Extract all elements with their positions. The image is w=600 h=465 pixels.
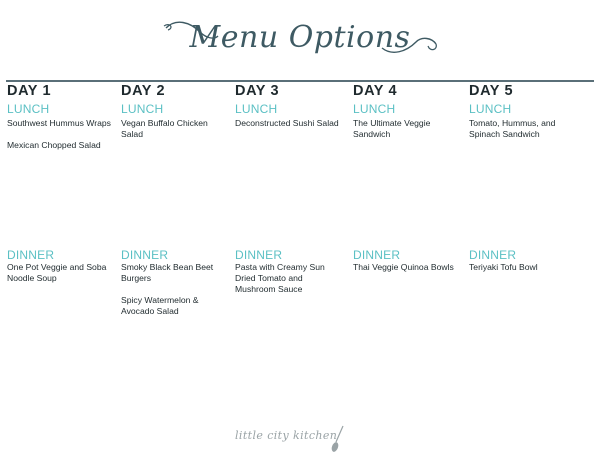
spoon-icon	[331, 425, 347, 455]
dinner-label: DINNER	[7, 248, 55, 262]
day-heading: DAY 3	[235, 83, 280, 99]
lunch-label: LUNCH	[469, 102, 512, 116]
lunch-dishes	[235, 118, 343, 129]
page-title-area	[160, 8, 440, 66]
dinner-dish: Teriyaki Tofu Bowl	[469, 262, 538, 272]
lunch-dish: Mexican Chopped Salad	[7, 140, 101, 150]
lunch-label: LUNCH	[7, 102, 50, 116]
footer-brand: little city kitchen	[235, 429, 338, 442]
dinner-block	[469, 248, 573, 273]
dinner-dish: Thai Veggie Quinoa Bowls	[353, 262, 454, 272]
day-heading: DAY 4	[353, 83, 398, 99]
dinner-block	[7, 248, 111, 284]
lunch-dishes	[121, 118, 229, 140]
day-column-1	[7, 81, 115, 381]
dinner-label: DINNER	[353, 248, 401, 262]
dinner-dish: Smoky Black Bean Beet Burgers	[121, 262, 214, 283]
dinner-block	[353, 248, 457, 273]
lunch-label: LUNCH	[121, 102, 164, 116]
lunch-dish: Tomato, Hummus, and Spinach Sandwich	[469, 118, 556, 139]
lunch-dish: Southwest Hummus Wraps	[7, 118, 111, 128]
day-column-5	[469, 81, 577, 381]
dinner-block	[235, 248, 339, 295]
lunch-label: LUNCH	[235, 102, 278, 116]
day-column-3	[235, 81, 343, 381]
lunch-label: LUNCH	[353, 102, 396, 116]
dinner-label: DINNER	[469, 248, 517, 262]
dinner-dish: Pasta with Creamy Sun Dried Tomato and Mushroom Sauce	[235, 262, 325, 294]
dinner-dish: Spicy Watermelon & Avocado Salad	[121, 295, 199, 316]
page-title: Menu Options	[189, 20, 411, 55]
day-heading: DAY 5	[469, 83, 514, 99]
lunch-dish: The Ultimate Veggie Sandwich	[353, 118, 431, 139]
day-column-2	[121, 81, 229, 381]
lunch-dishes	[7, 118, 115, 151]
lunch-dish: Deconstructed Sushi Salad	[235, 118, 339, 128]
lunch-dishes	[353, 118, 461, 140]
day-column-4	[353, 81, 461, 381]
dinner-label: DINNER	[121, 248, 169, 262]
footer-logo	[235, 425, 365, 455]
dinner-block	[121, 248, 225, 317]
lunch-dishes	[469, 118, 577, 140]
day-heading: DAY 2	[121, 83, 166, 99]
lunch-dish: Vegan Buffalo Chicken Salad	[121, 118, 208, 139]
dinner-dish: One Pot Veggie and Soba Noodle Soup	[7, 262, 107, 283]
day-heading: DAY 1	[7, 83, 52, 99]
dinner-label: DINNER	[235, 248, 283, 262]
